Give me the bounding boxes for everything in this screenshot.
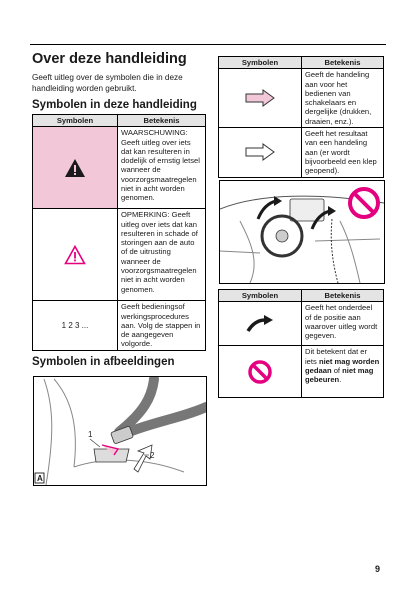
step-number-1: 1 [88,430,93,439]
curved-arrow-icon [245,314,275,334]
col-symbols-header: Symbolen [219,290,302,302]
illustration-label-a: A [37,474,43,483]
warning-description: WAARSCHUWING: Geeft uitleg over iets dat kan resulteren in dodelijk of ernstig letsel wanneer de voorzorgsmaatregelen niet in acht worden genomen. [118,127,206,209]
steps-symbol: 1 2 3 ... [33,301,118,350]
operation-arrow-description: Geeft de handeling aan voor het bedienen van schakelaars en dergelijke (drukken, draaien, enz.). [302,69,384,128]
prohibited-icon [247,359,273,385]
section-heading-manual-symbols: Symbolen in deze handleiding [32,99,197,111]
operation-arrow-cell [219,69,302,128]
seatbelt-illustration [33,376,207,486]
col-meaning-header: Betekenis [302,290,384,302]
page-title: Over deze handleiding [32,51,187,67]
prohibited-description: Dit betekent dat er iets niet mag worden gedaan of niet mag gebeuren. [302,346,384,398]
caution-symbol-cell [33,209,118,301]
col-symbols-header: Symbolen [33,115,118,127]
warning-symbol-cell [33,127,118,209]
page-number: 9 [374,564,380,574]
position-arrow-cell [219,302,302,346]
action-symbols-table [218,56,384,178]
outline-arrow-icon [245,143,275,161]
dashboard-illustration [219,180,385,284]
result-arrow-description: Geeft het resultaat van een handeling aan (er wordt bijvoorbeeld een klep geopend). [302,128,384,177]
prohibited-cell [219,346,302,398]
pink-arrow-icon [245,89,275,107]
caution-triangle-icon [64,245,86,265]
header-rule [30,44,386,45]
manual-symbols-table [32,114,206,351]
section-heading-illustration-symbols: Symbolen in afbeeldingen [32,356,175,368]
col-meaning-header: Betekenis [302,57,384,69]
intro-text: Geeft uitleg over de symbolen die in deze handleiding worden gebruikt. [32,73,183,93]
result-arrow-cell [219,128,302,177]
position-arrow-description: Geeft het onderdeel of de positie aan waarover uitleg wordt gegeven. [302,302,384,346]
caution-description: OPMERKING: Geeft uitleg over iets dat kan resulteren in schade of storingen aan de auto of de uitrusting wanneer de voorzorgsmaatregelen niet in acht worden genomen. [118,209,206,301]
warning-triangle-icon [64,158,86,178]
col-symbols-header: Symbolen [219,57,302,69]
step-number-2: 2 [150,451,155,460]
illustration-symbols-table [218,289,384,398]
col-meaning-header: Betekenis [118,115,206,127]
steps-description: Geeft bedieningsof werkingsprocedures aan. Volg de stappen in de aangegeven volgorde. [118,301,206,350]
